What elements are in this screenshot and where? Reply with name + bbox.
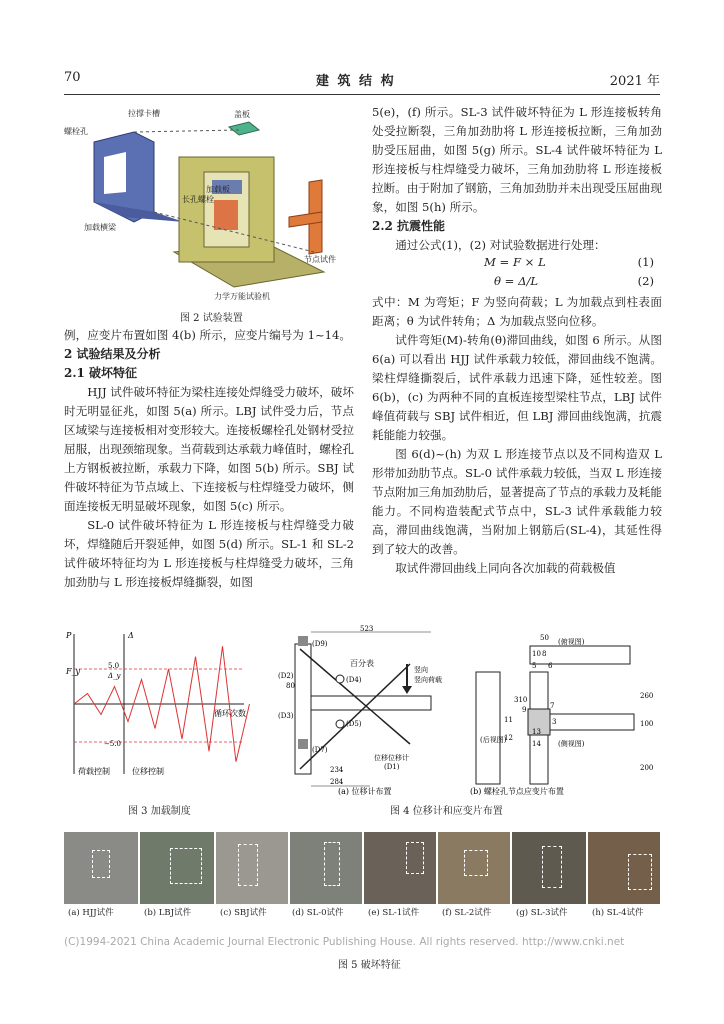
label-vertical-load: 竖向荷载 [414,676,442,684]
paragraph-failure-3: 5(e)，(f) 所示。SL-3 试件破坏特征为 L 形连接板转角处受拉断裂，三角加劲肋将 L 形连接板拉断，三角加劲肋受压屈曲，如图 5(g) 所示。SL-4 试件破坏特征为 L 形连接板与柱焊缝受力破坏，三角加劲肋将 L 形连接板拉断。由于附加了钢筋，三角加劲肋并未出现受压屈曲现象，如图 5(h) 所示。 [372,105,662,214]
gauge-7: 7 [550,702,555,710]
label-back-view: (后视图) [480,736,507,744]
label-dial: 百分表 [350,659,374,668]
label-loading-plate: 加载板 [206,185,230,194]
section-2-1-heading: 2.1 破坏特征 [64,366,138,380]
photo-label-sl0: (d) SL-0试件 [292,908,344,918]
photo-label-sbj: (c) SBJ试件 [220,908,267,918]
label-bolt-hole: 螺栓孔 [64,127,88,136]
page-number: 70 [64,70,81,85]
gauge-14: 14 [532,740,541,748]
label-d9: (D9) [312,640,328,648]
figure5-caption: 图 5 破坏特征 [338,960,401,971]
label-displacement-meter: 位移位移计 [374,754,409,762]
dim-260: 260 [640,692,654,700]
paragraph-hysteresis-1: 试件弯矩(M)-转角(θ)滞回曲线，如图 6 所示。从图 6(a) 可以看出 HJJ 试件承载力较低，滞回曲线不饱满。梁柱焊缝撕裂后，试件承载力迅速下降，延性较差。图 6(b)，(c) 为两种不同的直板连接型梁柱节点，LBJ 试件峰值荷载与 SBJ 试件相近，但 LBJ 滞回曲线饱满，抗震耗能能力较强。 [372,333,662,442]
phase-load-control: 荷载控制 [78,767,110,776]
paragraph-formula-intro: 通过公式(1)，(2) 对试验数据进行处理： [395,238,606,252]
photo-lbj [140,832,214,904]
gauge-11: 11 [504,716,513,724]
figure4-caption: 图 4 位移计和应变片布置 [390,806,503,817]
paragraph-strain-gauge: 例，应变片布置如图 4(b) 所示，应变片编号为 1~14。 [64,328,352,342]
year: 2021 年 [609,74,660,89]
gauge-12: 12 [504,734,513,742]
tick-negative: −5.0 [104,740,121,748]
equation-2-number: (2) [637,274,654,288]
paragraph-symbols: 式中：M 为弯矩；F 为竖向荷载；L 为加载点到柱表面距离；θ 为试件转角；Δ 为加载点竖向位移。 [372,295,662,328]
journal-title: 建 筑 结 构 [316,74,396,89]
gauge-6: 6 [548,662,553,670]
figure3-caption: 图 3 加载制度 [128,806,191,817]
photo-label-hjj: (a) HJJ试件 [68,908,114,918]
dim-80: 80 [286,682,295,690]
label-lateral-brace: 拉撑卡槽 [128,109,160,118]
left-column [64,326,354,592]
phase-displacement-control: 位移控制 [132,767,164,776]
dim-523: 523 [360,625,374,633]
label-load-sub: 竖向 [414,666,428,674]
label-d7: (D7) [312,746,328,754]
label-slot-bolt: 长孔螺栓 [182,195,214,204]
section-2-heading: 2 试验结果及分析 [64,347,161,361]
paragraph-failure-1: HJJ 试件破坏特征为梁柱连接处焊缝受力破坏，破坏时无明显征兆，如图 5(a) 所示。LBJ 试件受力后，节点区域梁与连接板相对变形较大。连接板螺栓孔处钢材受拉屈服，出现颈缩现象。当荷载到达承载力峰值时，螺栓孔上方钢板被拉断，承载力下降，如图 5(b) 所示。SBJ 试件破坏特征为节点域上、下连接板与柱焊缝受力破坏，侧面连接板无明显破坏现象，如图 5(c) 所示。 [64,385,354,513]
figure4a-subcaption: (a) 位移计布置 [338,787,392,796]
dim-100: 100 [640,720,654,728]
figure4b-subcaption: (b) 螺栓孔节点应变片布置 [470,787,564,796]
figure2-caption: 图 2 试验装置 [180,313,243,324]
axis-fy-label: F_y [66,667,81,676]
section-2-2-heading: 2.2 抗震性能 [372,219,446,233]
photo-sl4 [588,832,660,904]
photo-sl1 [364,832,436,904]
dim-284: 284 [330,778,344,786]
photo-hjj [64,832,138,904]
photo-label-sl2: (f) SL-2试件 [442,908,492,918]
meter-d9-icon [298,636,308,646]
gauge-8: 8 [542,650,547,658]
figure4b-strain-gauge-layout [470,624,660,796]
equation-2: θ = Δ/L [494,274,539,288]
label-d3: (D3) [278,712,294,720]
paragraph-hysteresis-2: 图 6(d)~(h) 为双 L 形连接节点以及不同构造双 L 形带加劲肋节点。SL-0 试件承载力较低，当双 L 形连接节点附加三角加劲肋后，显著提高了节点的承载力及耗能能力。不同构造装配式节点中，SL-3 试件承载能力较高，滞回曲线饱满，当附加上钢筋后(SL-4)，其延性得到了较大的改善。 [372,447,662,556]
dial-d5-icon [336,720,344,728]
axis-x-label: 循环次数 [214,709,246,718]
photo-label-sl4: (h) SL-4试件 [592,908,644,918]
label-d5: (D5) [346,720,362,728]
gauge-13: 13 [532,728,541,736]
photo-sl3 [512,832,586,904]
label-d2: (D2) [278,672,294,680]
label-cover-plate: 盖板 [234,110,250,119]
dim-50: 50 [540,634,549,642]
label-side-view: (侧视图) [558,740,585,748]
photo-sl2 [438,832,510,904]
photo-sbj [216,832,288,904]
right-column [372,103,662,578]
paragraph-failure-2: SL-0 试件破坏特征为 L 形连接板与柱焊缝受力破坏，焊缝随后开裂延伸，如图 5(d) 所示。SL-1 和 SL-2 试件破坏特征均为 L 形连接板与柱焊缝受力破坏，三角加劲肋与 L 形连接板焊缝撕裂，如图 [64,518,354,589]
label-loading-beam: 加载横梁 [84,223,116,232]
copyright-watermark: (C)1994-2021 China Academic Journal Electronic Publishing House. All rights reserved. http://www.cnki.net [64,936,625,948]
tick-positive: 5.0 [108,662,120,670]
label-specimen: 节点试件 [304,255,336,264]
figure2-apparatus-drawing [64,102,354,302]
meter-d7-icon [298,739,308,749]
gauge-10: 10 [532,650,541,658]
dim-234: 234 [330,766,344,774]
equation-1-number: (1) [637,255,654,269]
gauge-3: 3 [552,718,557,726]
paragraph-peak-load: 取试件滞回曲线上同向各次加载的荷载极值 [395,561,616,575]
label-top-view: (俯视图) [558,638,585,646]
label-d4: (D4) [346,676,362,684]
gauge-5: 5 [532,662,537,670]
photo-sl0 [290,832,362,904]
header-rule [64,94,660,95]
photo-label-lbj: (b) LBJ试件 [144,908,192,918]
axis-p-label: P [66,631,72,640]
tick-delta-y: Δ_y [108,672,121,680]
axis-delta-label: Δ [128,631,134,640]
label-machine: 力学万能试验机 [214,292,270,301]
photo-label-sl1: (e) SL-1试件 [368,908,420,918]
figure4a-displacement-layout [260,624,470,796]
dim-200: 200 [640,764,654,772]
equation-1: M = F × L [484,255,546,269]
dim-310: 310 [514,696,528,704]
photo-label-sl3: (g) SL-3试件 [516,908,568,918]
label-meter-d1: (D1) [384,763,400,771]
gauge-9: 9 [522,706,527,714]
dial-d4-icon [336,675,344,683]
figure3-loading-protocol [64,624,254,784]
